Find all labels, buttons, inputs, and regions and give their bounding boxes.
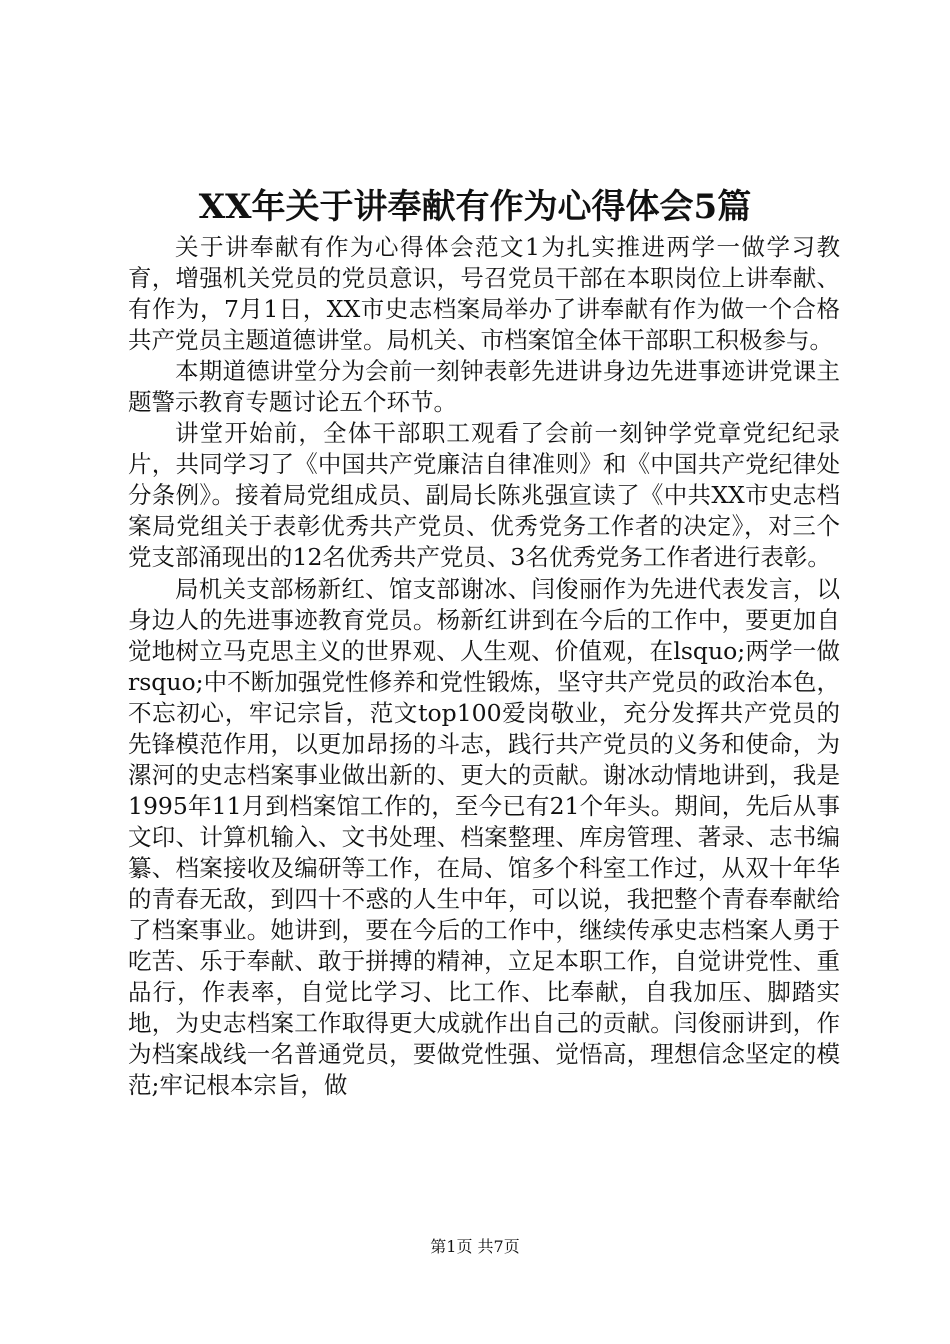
paragraph: 局机关支部杨新红、馆支部谢冰、闫俊丽作为先进代表发言，以身边人的先进事迹教育党员。杨新红讲到在今后的工作中，要更加自觉地树立马克思主义的世界观、人生观、价值观，在lsquo;两学一做rsquo;中不断加强党性修养和党性锻炼，坚守共产党员的政治本色，不忘初心，牢记宗旨，范文top100爱岗敬业，充分发挥共产党员的先锋模范作用，以更加昂扬的斗志，践行共产党员的义务和使命，为漯河的史志档案事业做出新的、更大的贡献。谢冰动情地讲到，我是1995年11月到档案馆工作的，至今已有21个年头。期间，先后从事文印、计算机输入、文书处理、档案整理、库房管理、著录、志书编纂、档案接收及编研等工作，在局、馆多个科室工作过，从双十年华的青春无敌，到四十不惑的人生中年，可以说，我把整个青春奉献给了档案事业。她讲到，要在今后的工作中，继续传承史志档案人勇于吃苦、乐于奉献、敢于拼搏的精神，立足本职工作，自觉讲党性、重品行，作表率，自觉比学习、比工作、比奉献，自我加压、脚踏实地，为史志档案工作取得更大成就作出自己的贡献。闫俊丽讲到，作为档案战线一名普通党员，要做党性强、觉悟高，理想信念坚定的模范;牢记根本宗旨，做: [128, 574, 840, 1100]
paragraph: 本期道德讲堂分为会前一刻钟表彰先进讲身边先进事迹讲党课主题警示教育专题讨论五个环节。: [128, 357, 840, 417]
paragraph: 讲堂开始前，全体干部职工观看了会前一刻钟学党章党纪纪录片，共同学习了《中国共产党廉洁自律准则》和《中国共产党纪律处分条例》。接着局党组成员、副局长陈兆强宣读了《中共XX市史志档案局党组关于表彰优秀共产党员、优秀党务工作者的决定》，对三个党支部涌现出的12名优秀共产党员、3名优秀党务工作者进行表彰。: [128, 419, 840, 572]
document-title: XX年关于讲奉献有作为心得体会5篇: [198, 187, 752, 227]
page-footer: 第1页 共7页: [430, 1237, 520, 1256]
paragraph: 关于讲奉献有作为心得体会范文1为扎实推进两学一做学习教育，增强机关党员的党员意识，号召党员干部在本职岗位上讲奉献、有作为，7月1日，XX市史志档案局举办了讲奉献有作为做一个合格共产党员主题道德讲堂。局机关、市档案馆全体干部职工积极参与。: [128, 233, 840, 355]
document-body: [128, 232, 840, 1101]
